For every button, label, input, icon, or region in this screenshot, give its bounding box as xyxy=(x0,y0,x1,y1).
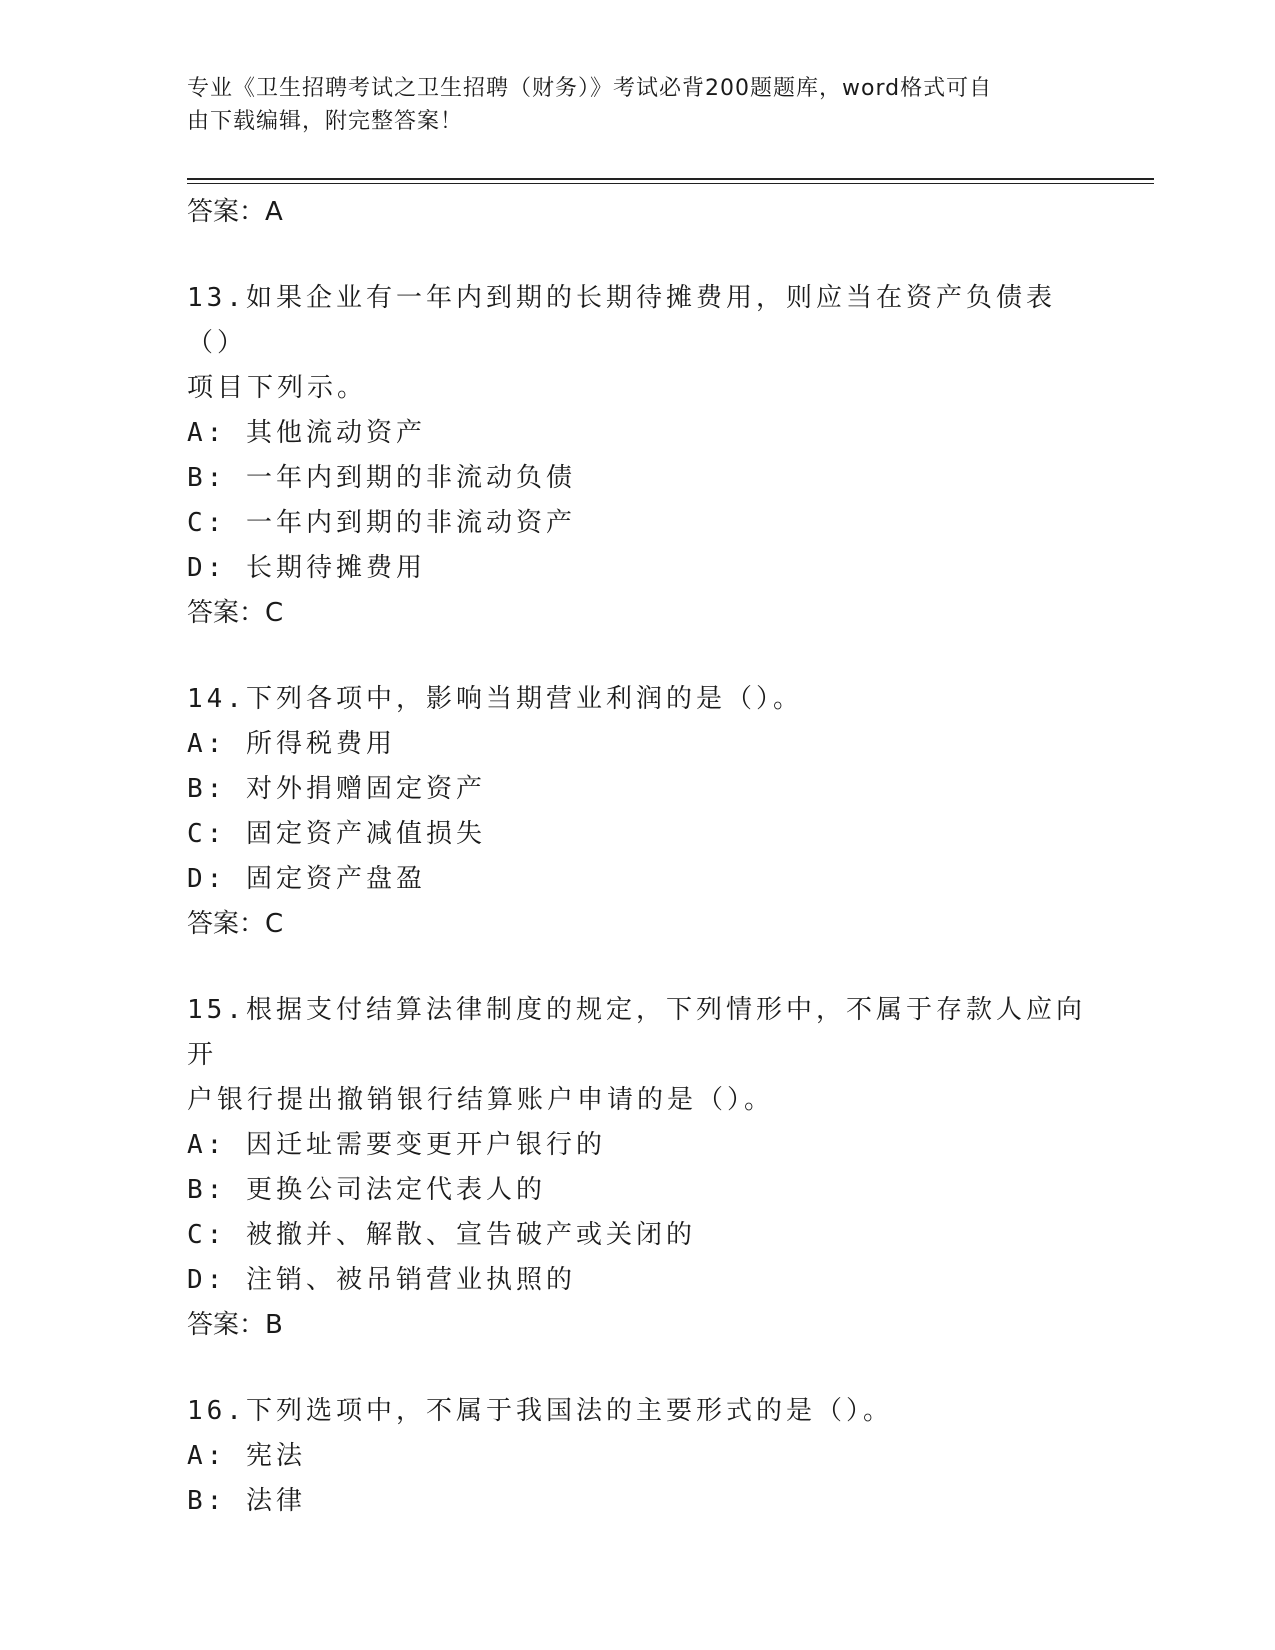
question-text-line: 14.下列各项中，影响当期营业利润的是（）。 xyxy=(187,684,803,714)
option-b: B: 更换公司法定代表人的 xyxy=(187,1175,546,1205)
option-c: C: 固定资产减值损失 xyxy=(187,819,486,849)
question-text xyxy=(187,1389,1087,1434)
question-text-line: 15.根据支付结算法律制度的规定，下列情形中，不属于存款人应向开 xyxy=(187,995,1086,1070)
option-c: C: 一年内到期的非流动资产 xyxy=(187,508,576,538)
question-text xyxy=(187,988,1087,1123)
question-text-line: 项目下列示。 xyxy=(187,373,368,403)
header-divider-thin xyxy=(187,183,1154,184)
option-a: A: 其他流动资产 xyxy=(187,418,426,448)
option-a: A: 所得税费用 xyxy=(187,729,396,759)
option-d: D: 长期待摊费用 xyxy=(187,553,426,583)
question-block xyxy=(187,988,1087,1347)
option-a: A: 宪法 xyxy=(187,1441,306,1471)
header-line-1: 专业《卫生招聘考试之卫生招聘（财务）》考试必背200题题库，word格式可自 xyxy=(187,76,993,101)
answer-line: 答案：B xyxy=(187,1310,283,1340)
question-text-line: 16.下列选项中，不属于我国法的主要形式的是（）。 xyxy=(187,1396,893,1426)
option-b: B: 一年内到期的非流动负债 xyxy=(187,463,576,493)
question-text-line: 户银行提出撤销银行结算账户申请的是（）。 xyxy=(187,1085,775,1115)
option-b: B: 法律 xyxy=(187,1486,306,1516)
answer-line: 答案：A xyxy=(187,197,283,227)
question-list xyxy=(187,190,1087,1524)
option-d: D: 注销、被吊销营业执照的 xyxy=(187,1265,576,1295)
question-text-line: 13.如果企业有一年内到期的长期待摊费用，则应当在资产负债表（） xyxy=(187,283,1056,358)
option-d: D: 固定资产盘盈 xyxy=(187,864,426,894)
option-a: A: 因迁址需要变更开户银行的 xyxy=(187,1130,606,1160)
option-c: C: 被撤并、解散、宣告破产或关闭的 xyxy=(187,1220,696,1250)
header-divider xyxy=(187,178,1154,180)
document-header xyxy=(187,72,1087,138)
header-line-2: 由下载编辑，附完整答案！ xyxy=(187,109,464,134)
option-b: B: 对外捐赠固定资产 xyxy=(187,774,486,804)
answer-line: 答案：C xyxy=(187,909,284,939)
question-block xyxy=(187,1389,1087,1524)
question-block xyxy=(187,276,1087,635)
answer-line: 答案：C xyxy=(187,598,284,628)
question-block xyxy=(187,677,1087,946)
question-text xyxy=(187,276,1087,411)
question-text xyxy=(187,677,1087,722)
